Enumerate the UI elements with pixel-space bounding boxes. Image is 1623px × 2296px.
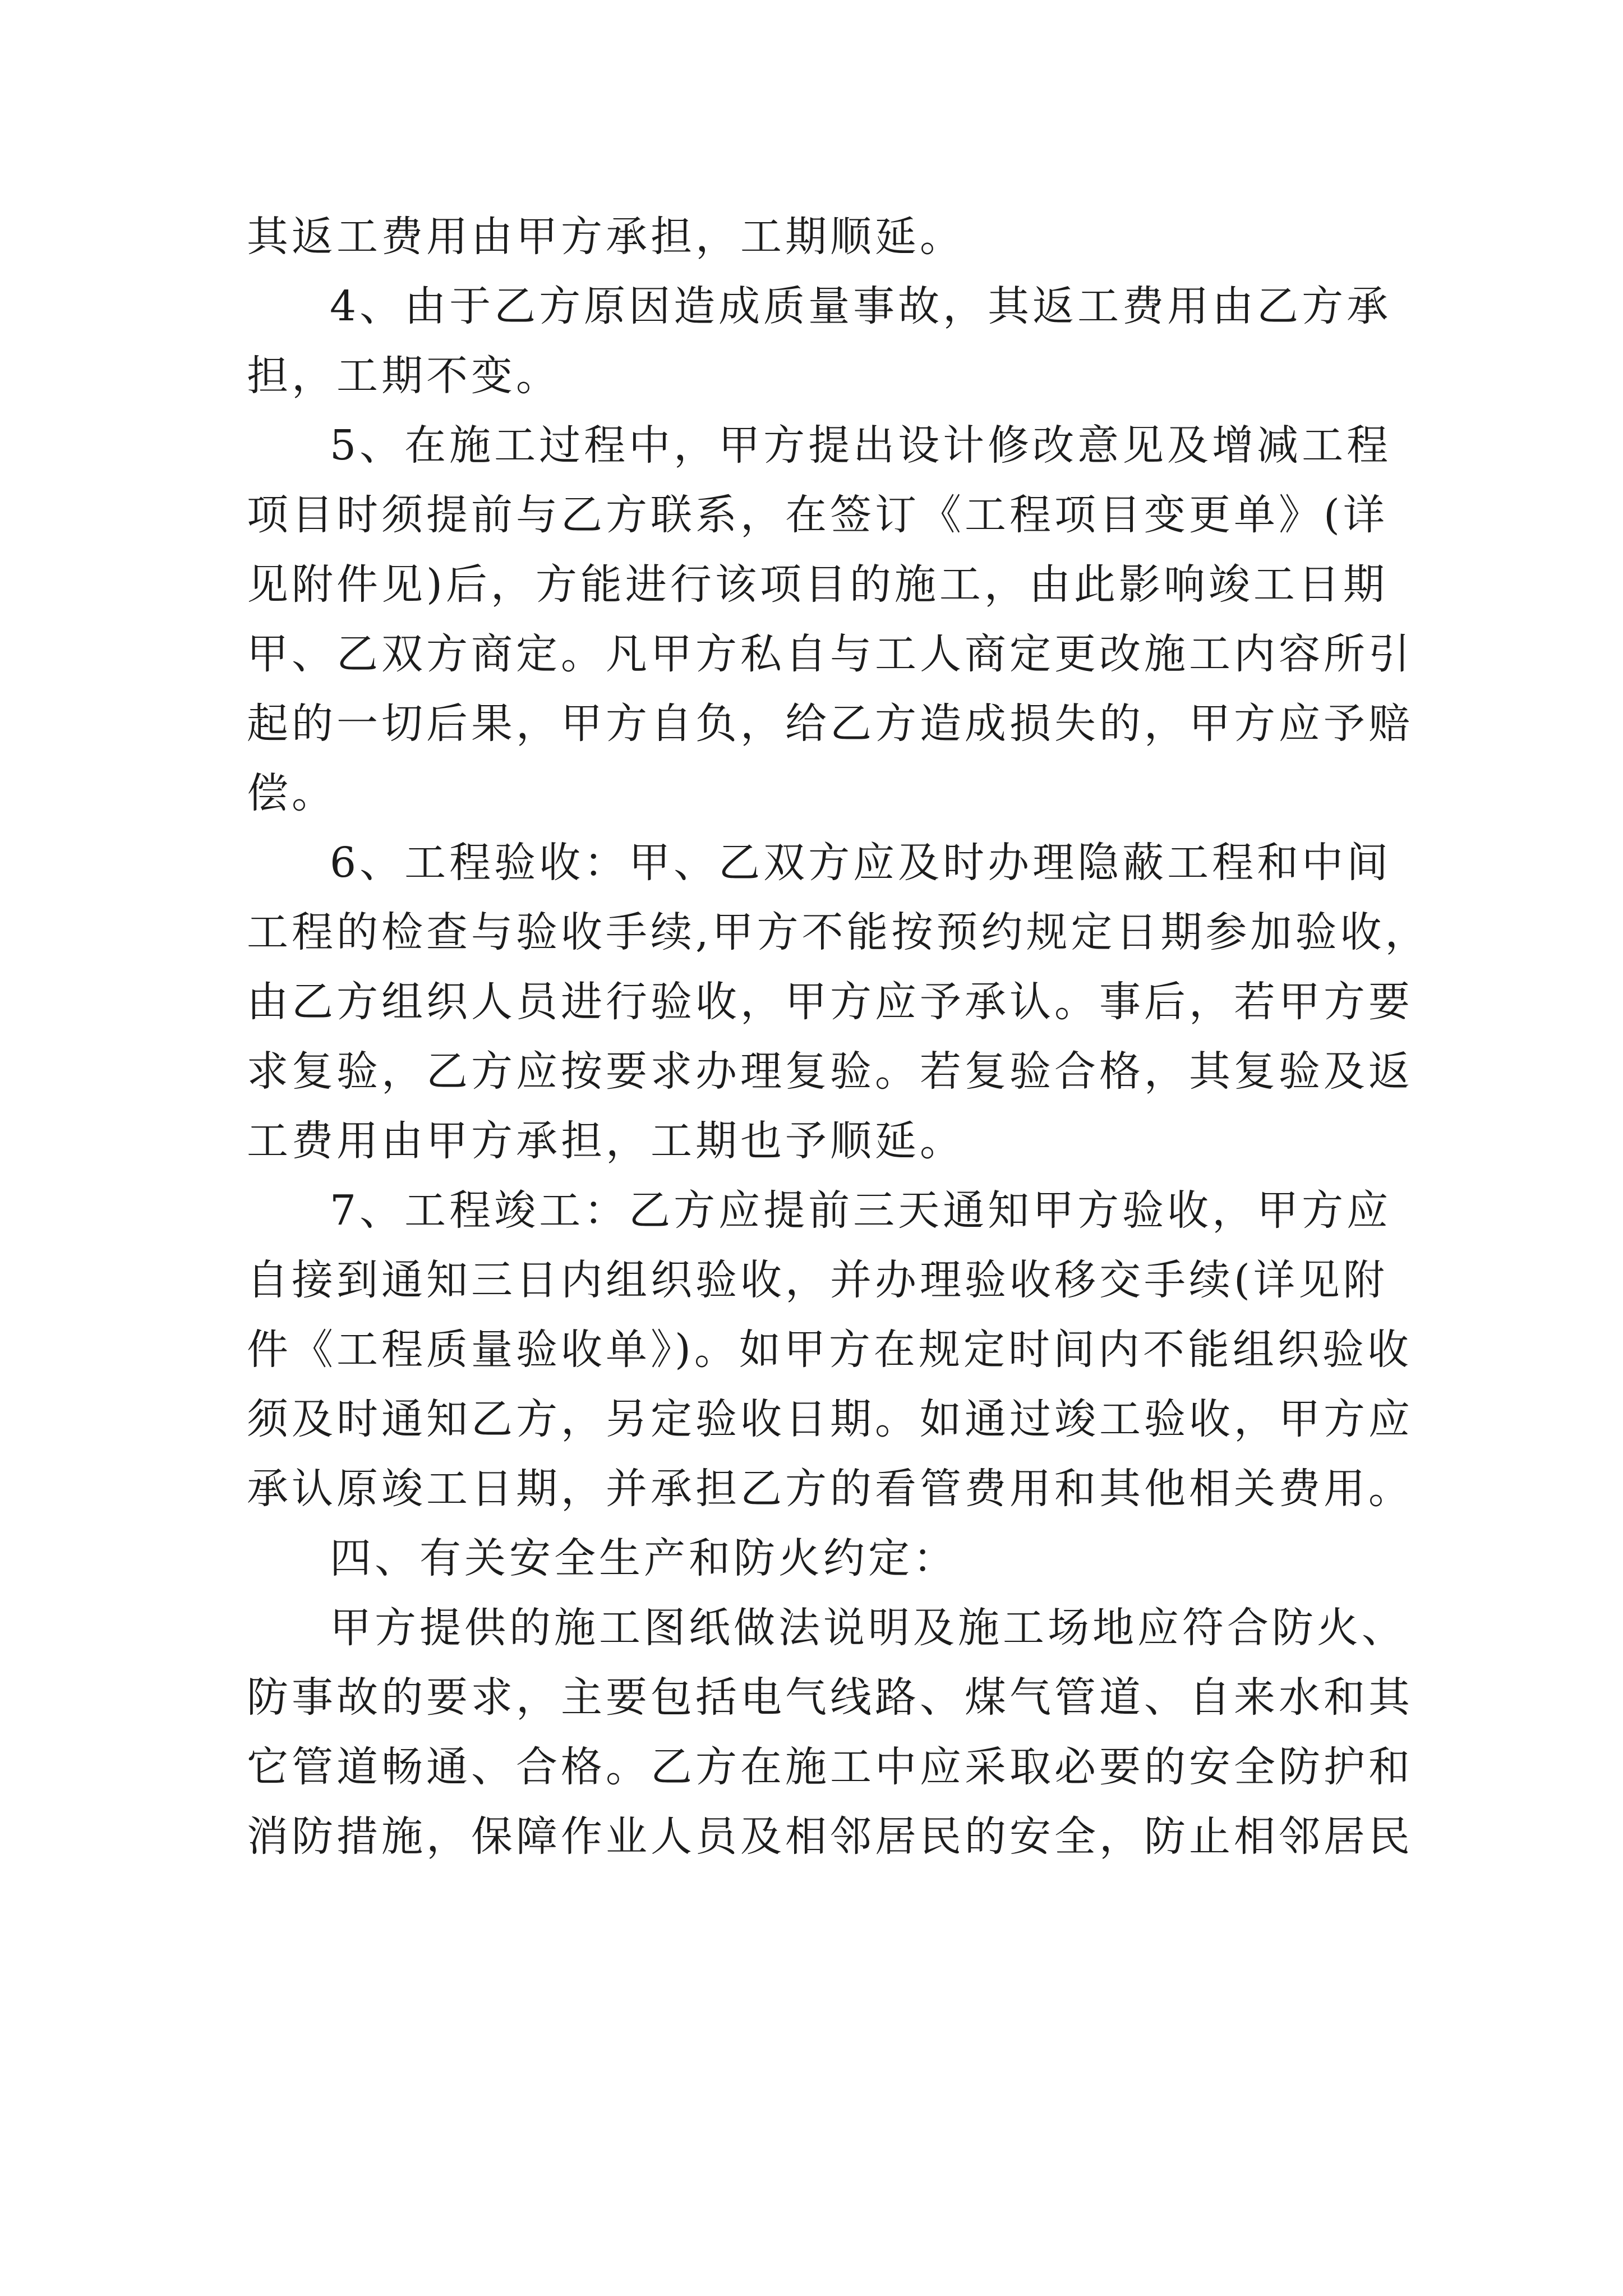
clause-4-line: 4、由于乙方原因造成质量事故，其返工费用由乙方承 xyxy=(330,282,1392,330)
text-line: 起的一切后果，甲方自负，给乙方造成损失的，甲方应予赔 xyxy=(247,700,1413,748)
clause-6-line: 6、工程验收：甲、乙双方应及时办理隐蔽工程和中间 xyxy=(330,839,1392,887)
text-line: 自接到通知三日内组织验收，并办理验收移交手续(详见附 xyxy=(247,1256,1388,1304)
text-line: 甲、乙双方商定。凡甲方私自与工人商定更改施工内容所引 xyxy=(247,630,1413,678)
text-line: 工费用由甲方承担，工期也予顺延。 xyxy=(247,1117,965,1165)
text-line: 由乙方组织人员进行验收，甲方应予承认。事后，若甲方要 xyxy=(247,978,1413,1026)
text-line: 求复验，乙方应按要求办理复验。若复验合格，其复验及返 xyxy=(247,1047,1413,1096)
contract-body-text xyxy=(247,202,1430,1871)
text-line: 它管道畅通、合格。乙方在施工中应采取必要的安全防护和 xyxy=(247,1743,1413,1791)
text-line: 承认原竣工日期，并承担乙方的看管费用和其他相关费用。 xyxy=(247,1465,1413,1513)
safety-paragraph-line: 甲方提供的施工图纸做法说明及施工场地应符合防火、 xyxy=(330,1604,1407,1652)
text-line: 消防措施，保障作业人员及相邻居民的安全，防止相邻居民 xyxy=(247,1812,1413,1861)
text-line: 防事故的要求，主要包括电气线路、煤气管道、自来水和其 xyxy=(247,1673,1413,1722)
text-line: 担，工期不变。 xyxy=(247,352,561,400)
text-line: 见附件见)后，方能进行该项目的施工，由此影响竣工日期 xyxy=(247,560,1388,609)
clause-7-line: 7、工程竣工：乙方应提前三天通知甲方验收，甲方应 xyxy=(330,1186,1392,1235)
text-line: 须及时通知乙方，另定验收日期。如通过竣工验收，甲方应 xyxy=(247,1395,1413,1443)
text-line: 其返工费用由甲方承担，工期顺延。 xyxy=(247,213,965,261)
text-line: 项目时须提前与乙方联系，在签订《工程项目变更单》(详 xyxy=(247,491,1388,539)
text-line: 工程的检查与验收手续,甲方不能按预约规定日期参加验收， xyxy=(247,908,1430,956)
text-line: 偿。 xyxy=(247,769,336,817)
text-line: 件《工程质量验收单》)。如甲方在规定时间内不能组织验收 xyxy=(247,1326,1412,1374)
section-4-heading: 四、有关安全生产和防火约定： xyxy=(330,1534,958,1582)
clause-5-line: 5、在施工过程中，甲方提出设计修改意见及增减工程 xyxy=(330,421,1392,470)
